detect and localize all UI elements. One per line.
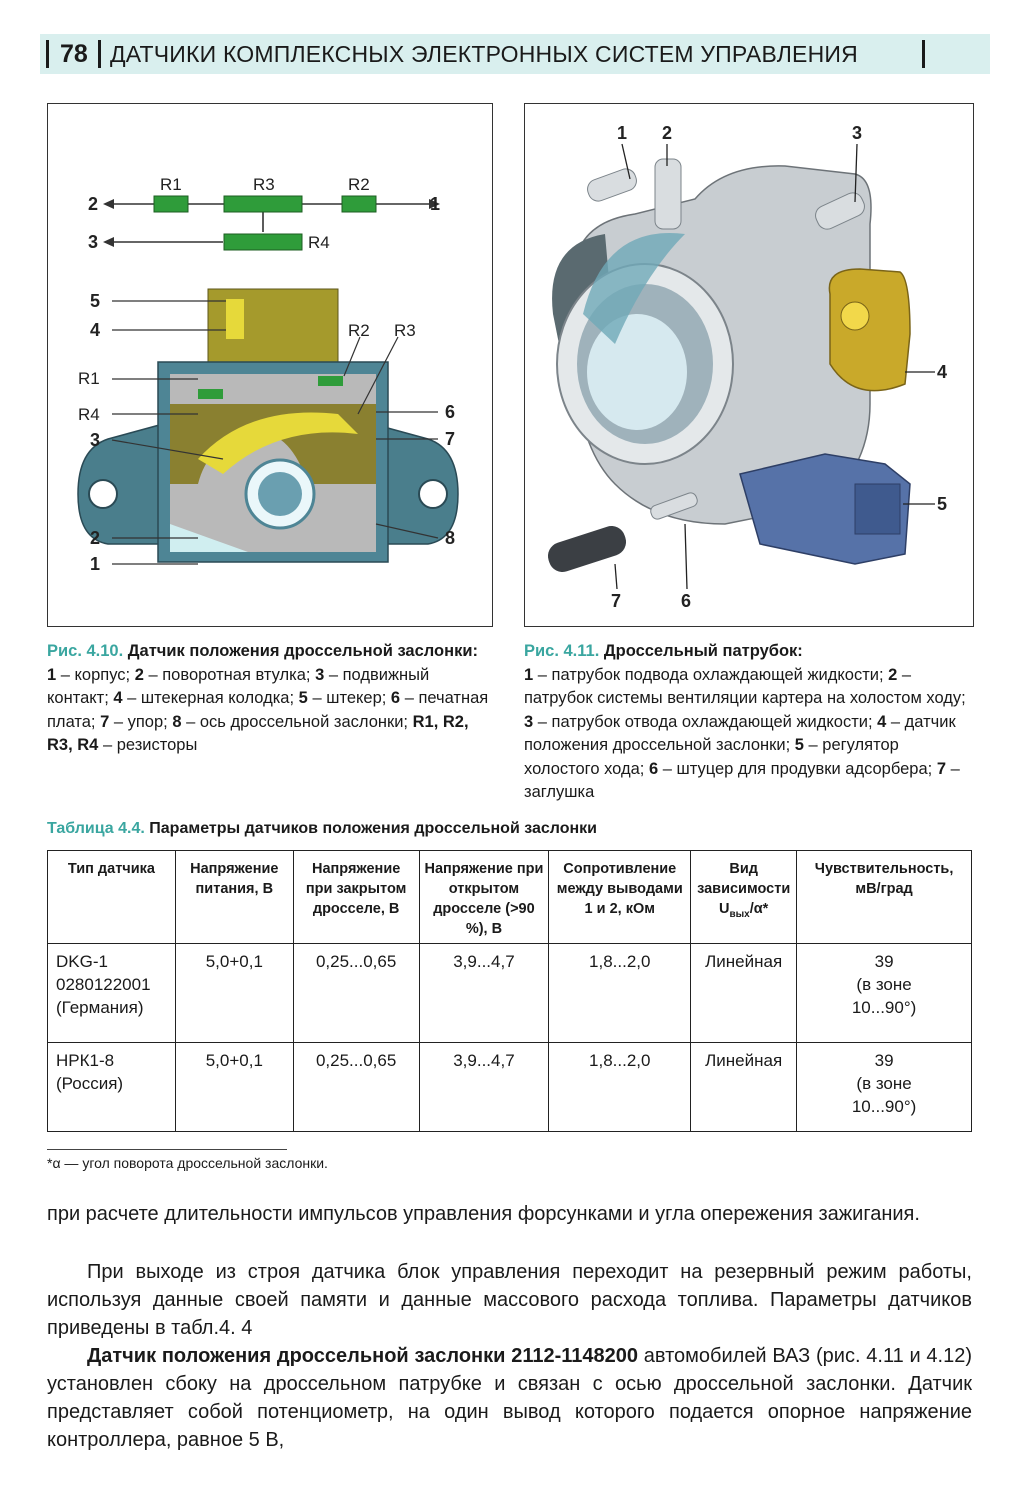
label-3: 3 xyxy=(88,232,99,252)
page-header xyxy=(40,34,990,74)
caption-item-text: – печатная плата; xyxy=(47,689,489,731)
label-r2-body: R2 xyxy=(348,321,370,340)
label-8: 8 xyxy=(445,528,456,548)
label-r4-body: R4 xyxy=(78,405,100,424)
label-3: 3 xyxy=(852,123,863,143)
label-1: 1 xyxy=(430,194,441,214)
paragraph: при расчете длительности импульсов управления форсунками и угла опережения зажигания. xyxy=(47,1203,920,1225)
cell-dependence: Линейная xyxy=(691,1043,797,1132)
figure-4-10 xyxy=(47,103,493,627)
cell-sensitivity xyxy=(797,1043,972,1132)
caption-item-text: – патрубок подвода охлаждающей жидкости; xyxy=(533,665,889,684)
cell-open: 3,9...4,7 xyxy=(419,944,549,1043)
resistor-r3 xyxy=(224,196,302,212)
caption-item-number: 2 xyxy=(134,665,144,684)
cell-text: 39 xyxy=(874,952,894,971)
caption-item-text: – штекер; xyxy=(307,689,391,707)
cell-dependence: Линейная xyxy=(691,944,797,1043)
cell-text: (в зоне xyxy=(856,1074,912,1093)
formula-rest: /α* xyxy=(749,901,769,917)
label-r1: R1 xyxy=(160,175,182,194)
figure-4-11-caption xyxy=(524,640,976,805)
figure-title: Датчик положения дроссельной заслонки: xyxy=(127,642,478,660)
caption-item-text: – подвижный контакт; xyxy=(47,665,430,707)
cell-resistance: 1,8...2,0 xyxy=(549,944,691,1043)
header-divider xyxy=(46,40,49,68)
cell-text: 10...90°) xyxy=(851,1097,917,1116)
label-1: 1 xyxy=(617,123,628,143)
label-r3-body: R3 xyxy=(394,321,416,340)
label-3-body: 3 xyxy=(90,430,101,450)
caption-item-text: – патрубок отвода охлаждающей жидкости; xyxy=(533,712,878,731)
header-divider xyxy=(98,40,101,68)
paragraph-text: автомобилей ВАЗ (рис. 4.11 и 4.12) установлен сбоку на дроссельном патрубке и связан с осью дроссельной заслонки. Датчик представляет собой потенциометр, на один вывод которого подается опорное напряжение контроллера, равное 5 В, xyxy=(47,1345,972,1451)
cell-supply: 5,0+0,1 xyxy=(175,944,293,1043)
col-header: Сопротивление между выводами 1 и 2, кОм xyxy=(549,851,691,944)
col-header: Напряжение при закрытом дросселе, В xyxy=(293,851,419,944)
resistor-r4 xyxy=(224,234,302,250)
caption-item-number: 5 xyxy=(794,736,804,754)
caption-item-number: 4 xyxy=(113,689,123,707)
caption-item-number: 2 xyxy=(888,665,898,684)
label-r3: R3 xyxy=(253,175,275,194)
caption-items xyxy=(524,666,966,802)
label-2-body: 2 xyxy=(90,528,101,548)
label-1-body: 1 xyxy=(90,554,101,574)
header-title: ДАТЧИКИ КОМПЛЕКСНЫХ ЭЛЕКТРОННЫХ СИСТЕМ УПРАВЛЕНИЯ xyxy=(110,41,858,67)
resistor-r2 xyxy=(342,196,376,212)
table-header-row xyxy=(48,851,972,944)
cell-text: НРК1-8 xyxy=(56,1051,115,1070)
cell-text: 0280122001 xyxy=(56,975,151,994)
cell-resistance: 1,8...2,0 xyxy=(549,1043,691,1132)
paragraph xyxy=(47,1342,972,1454)
caption-item-number: 7 xyxy=(100,712,110,731)
caption-item-number: 1 xyxy=(47,665,57,684)
col-header xyxy=(691,851,797,944)
label-r4: R4 xyxy=(308,233,330,252)
parameters-table xyxy=(47,850,972,1132)
cell-text: 39 xyxy=(874,1051,894,1070)
label-7: 7 xyxy=(445,429,456,449)
figure-title: Дроссельный патрубок: xyxy=(603,642,803,660)
caption-item-text: – штуцер для продувки адсорбера; xyxy=(658,759,937,778)
cell-text: DKG-1 xyxy=(56,952,108,971)
col-header: Напряжение питания, В xyxy=(175,851,293,944)
cell-text: (Россия) xyxy=(56,1074,124,1093)
label-4: 4 xyxy=(937,362,948,382)
sensor-diagram xyxy=(48,104,492,626)
figure-number: Рис. 4.10. xyxy=(47,642,124,660)
caption-item-text: – упор; xyxy=(109,712,173,731)
label-r2: R2 xyxy=(348,175,370,194)
figure-number: Рис. 4.11. xyxy=(524,642,600,660)
table-row xyxy=(48,944,972,1043)
caption-item-text: – патрубок системы вентиляции картера на холостом ходу; xyxy=(524,665,966,707)
formula-u: U xyxy=(719,901,730,917)
paragraph: При выходе из строя датчика блок управления переходит на резервный режим работы, используя данные своей памяти и данные массового расхода топлива. Параметры датчиков приведены в табл.4. 4 xyxy=(47,1261,972,1339)
caption-item-text: – ось дроссельной заслонки; xyxy=(181,712,413,731)
label-5: 5 xyxy=(90,291,101,311)
cell-open: 3,9...4,7 xyxy=(419,1043,549,1132)
caption-item-number: 6 xyxy=(648,759,659,778)
caption-item-text: – резисторы xyxy=(98,736,198,754)
caption-item-text: – штекерная колодка; xyxy=(122,689,299,707)
caption-item-number: 1 xyxy=(524,665,534,684)
figure-4-10-caption xyxy=(47,640,494,758)
header-divider xyxy=(922,40,925,68)
formula-sub: вых xyxy=(729,908,750,920)
label-r1-body: R1 xyxy=(78,369,100,388)
cell-text: 10...90°) xyxy=(851,998,917,1017)
cell-closed: 0,25...0,65 xyxy=(293,1043,419,1132)
throttle-body xyxy=(544,159,910,576)
footnote: *α — угол поворота дроссельной заслонки. xyxy=(47,1155,328,1171)
cell-sensitivity xyxy=(797,944,972,1043)
label-2: 2 xyxy=(88,194,99,214)
cell-text: (в зоне xyxy=(856,975,912,994)
caption-item-text: – регулятор холостого хода; xyxy=(524,736,899,778)
footnote-divider xyxy=(47,1149,287,1150)
cell-closed: 0,25...0,65 xyxy=(293,944,419,1043)
caption-item-number: 5 xyxy=(298,689,308,707)
caption-item-number: 7 xyxy=(936,759,947,778)
resistor-r1 xyxy=(154,196,188,212)
table-title xyxy=(47,820,597,838)
label-6: 6 xyxy=(445,402,456,422)
caption-items xyxy=(47,666,488,755)
label-4: 4 xyxy=(90,320,101,340)
paragraph-lead: Датчик положения дроссельной заслонки 2112-1148200 xyxy=(87,1345,639,1367)
table-row xyxy=(48,1043,972,1132)
caption-item-number: R1, R2, R3, R4 xyxy=(47,712,469,754)
caption-item-text: – датчик положения дроссельной заслонки; xyxy=(524,712,956,754)
caption-item-text: – корпус; xyxy=(56,665,135,684)
label-5: 5 xyxy=(937,494,948,514)
cell-type xyxy=(48,1043,176,1132)
table-number: Таблица 4.4. xyxy=(47,820,145,837)
caption-item-number: 4 xyxy=(877,712,887,731)
col-header: Тип датчика xyxy=(48,851,176,944)
label-2: 2 xyxy=(662,123,673,143)
caption-item-number: 8 xyxy=(172,712,182,731)
throttle-body-illustration xyxy=(525,104,973,626)
label-6: 6 xyxy=(681,591,692,611)
caption-item-number: 3 xyxy=(315,665,325,684)
figure-4-11 xyxy=(524,103,974,627)
col-header-text: Вид зависимости xyxy=(697,861,791,897)
caption-item-number: 3 xyxy=(524,712,534,731)
col-header: Напряжение при открытом дросселе (>90 %), В xyxy=(419,851,549,944)
cell-supply: 5,0+0,1 xyxy=(175,1043,293,1132)
cell-type xyxy=(48,944,176,1043)
table-caption: Параметры датчиков положения дроссельной заслонки xyxy=(149,820,598,837)
page-number: 78 xyxy=(60,40,88,68)
caption-item-number: 6 xyxy=(390,689,401,707)
caption-item-text: – поворотная втулка; xyxy=(143,665,316,684)
caption-item-text: – заглушка xyxy=(524,759,960,801)
cell-text: (Германия) xyxy=(56,998,144,1017)
col-header: Чувствительность, мВ/град xyxy=(797,851,972,944)
label-7: 7 xyxy=(611,591,622,611)
